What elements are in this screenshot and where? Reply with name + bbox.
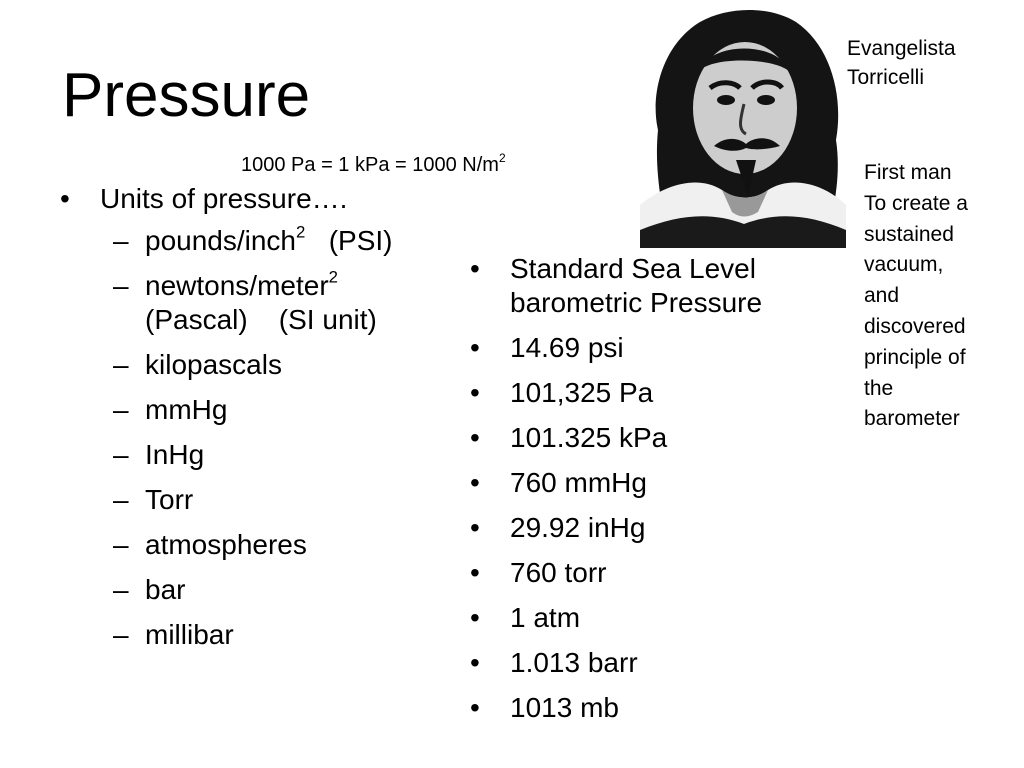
standard-item — [470, 252, 840, 320]
unit-label: InHg — [145, 439, 205, 470]
caption-line: vacuum, — [864, 253, 944, 277]
bullet-marker: • — [470, 467, 480, 498]
caption-line: barometer — [864, 407, 960, 431]
caption-line: discovered — [864, 314, 966, 338]
dash-marker: – — [113, 484, 129, 515]
standard-item — [470, 466, 840, 500]
unit-item — [60, 224, 480, 258]
standard-value: 101,325 Pa — [510, 377, 654, 408]
conversion-formula — [241, 152, 506, 178]
unit-item — [60, 393, 480, 427]
caption-line: the — [864, 376, 894, 400]
conversion-exponent: 2 — [498, 151, 506, 165]
caption-line: sustained — [864, 222, 954, 246]
unit-item — [60, 573, 480, 607]
unit-label: kilopascals — [145, 349, 282, 380]
dash-marker: – — [113, 439, 129, 470]
dash-marker: – — [113, 270, 129, 301]
unit-abbrev: (PSI) — [305, 225, 393, 256]
unit-item — [60, 528, 480, 562]
units-heading-item — [60, 182, 480, 224]
unit-label: mmHg — [145, 394, 228, 425]
dash-marker: – — [113, 574, 129, 605]
standard-item — [470, 556, 840, 590]
standard-value: 1 atm — [510, 602, 581, 633]
unit-note: (Pascal) (SI unit) — [145, 304, 377, 335]
portrait-caption — [864, 158, 1004, 435]
bullet-marker: • — [470, 692, 480, 723]
caption-line: and — [864, 284, 900, 308]
unit-exponent: 2 — [296, 222, 306, 242]
bullet-marker: • — [470, 332, 480, 363]
unit-item — [60, 483, 480, 517]
units-list — [60, 182, 480, 663]
portrait-illustration — [640, 0, 846, 248]
unit-label: atmospheres — [145, 529, 307, 560]
bullet-marker: • — [470, 253, 480, 284]
bullet-marker: • — [470, 557, 480, 588]
caption-line: To create a — [864, 191, 968, 215]
standard-value: 1.013 barr — [510, 647, 638, 678]
unit-item — [60, 269, 480, 337]
torricelli-portrait — [640, 0, 846, 248]
unit-item — [60, 618, 480, 652]
standard-value: 14.69 psi — [510, 332, 624, 363]
unit-exponent: 2 — [328, 267, 338, 287]
unit-label: pounds/inch — [145, 225, 297, 256]
standard-item — [470, 331, 840, 365]
conversion-text: 1000 Pa = 1 kPa = 1000 N/m — [241, 154, 499, 176]
dash-marker: – — [113, 225, 129, 256]
bullet-marker: • — [470, 647, 480, 678]
standard-item — [470, 646, 840, 680]
caption-line: First man — [864, 161, 952, 184]
standard-item — [470, 601, 840, 635]
standard-value: 101.325 kPa — [510, 422, 668, 453]
unit-label: bar — [145, 574, 186, 605]
standard-item — [470, 376, 840, 410]
name-line: Torricelli — [847, 66, 925, 89]
name-line: Evangelista — [847, 37, 956, 60]
bullet-marker: • — [60, 183, 70, 214]
dash-marker: – — [113, 349, 129, 380]
portrait-name — [847, 34, 956, 92]
unit-item — [60, 348, 480, 382]
dash-marker: – — [113, 619, 129, 650]
standard-value: Standard Sea Level barometric Pressure — [510, 253, 763, 318]
dash-marker: – — [113, 529, 129, 560]
unit-label: millibar — [145, 619, 234, 650]
standard-item — [470, 421, 840, 455]
standard-value: 29.92 inHg — [510, 512, 646, 543]
bullet-marker: • — [470, 422, 480, 453]
standard-item — [470, 511, 840, 545]
standard-pressure-list — [470, 252, 840, 736]
bullet-marker: • — [470, 602, 480, 633]
standard-item — [470, 691, 840, 725]
units-heading: Units of pressure…. — [100, 183, 348, 214]
unit-label: Torr — [145, 484, 194, 515]
caption-line: principle of — [864, 345, 966, 369]
unit-label: newtons/meter — [145, 270, 329, 301]
bullet-marker: • — [470, 512, 480, 543]
standard-value: 760 torr — [510, 557, 607, 588]
standard-value: 760 mmHg — [510, 467, 647, 498]
unit-item — [60, 438, 480, 472]
standard-value: 1013 mb — [510, 692, 619, 723]
bullet-marker: • — [470, 377, 480, 408]
slide-title: Pressure — [62, 61, 311, 130]
dash-marker: – — [113, 394, 129, 425]
